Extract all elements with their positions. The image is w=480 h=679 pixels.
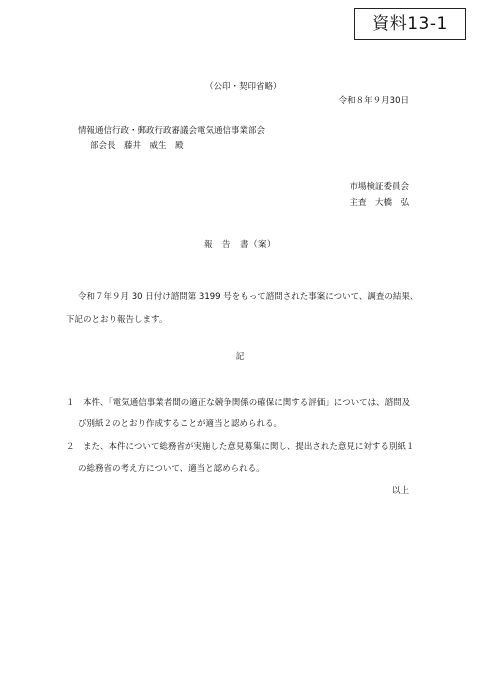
addressee-organization: 情報通信行政・郵政行政審議会電気通信事業部会 [78,126,266,136]
item-2-line-2: の総務省の考え方について、適当と認められる。 [78,464,265,474]
report-title: 報 告 書（案） [203,240,276,250]
body-text-line-1: 令和７年９月 30 日付け諮問第 3199 号をもって諮問された事案について、調査の結果、 [78,292,419,302]
item-1-line-2: び別紙２のとおり作成することが適当と認められる。 [78,419,283,429]
document-number-label: 資料13-1 [354,8,466,40]
closing-ijou: 以上 [391,486,409,496]
sender-organization: 市場検証委員会 [349,182,409,192]
item-1-line-1: １ 本件、「電気通信事業者間の適正な競争関係の確保に関する評価」については、諮問及 [66,398,411,408]
item-2-line-1: ２ また、本件について総務省が実施した意見募集に関し、提出された意見に対する別紙１ [66,442,415,452]
ki-heading: 記 [235,352,245,362]
addressee-person: 部会長 藤井 威生 殿 [90,141,184,151]
seal-omission-note: （公印・契印省略） [205,82,282,92]
body-text-line-2: 下記のとおり報告します。 [66,315,168,325]
document-date: 令和８年９月30日 [338,96,409,106]
sender-chair: 主査 大橋 弘 [349,198,409,208]
